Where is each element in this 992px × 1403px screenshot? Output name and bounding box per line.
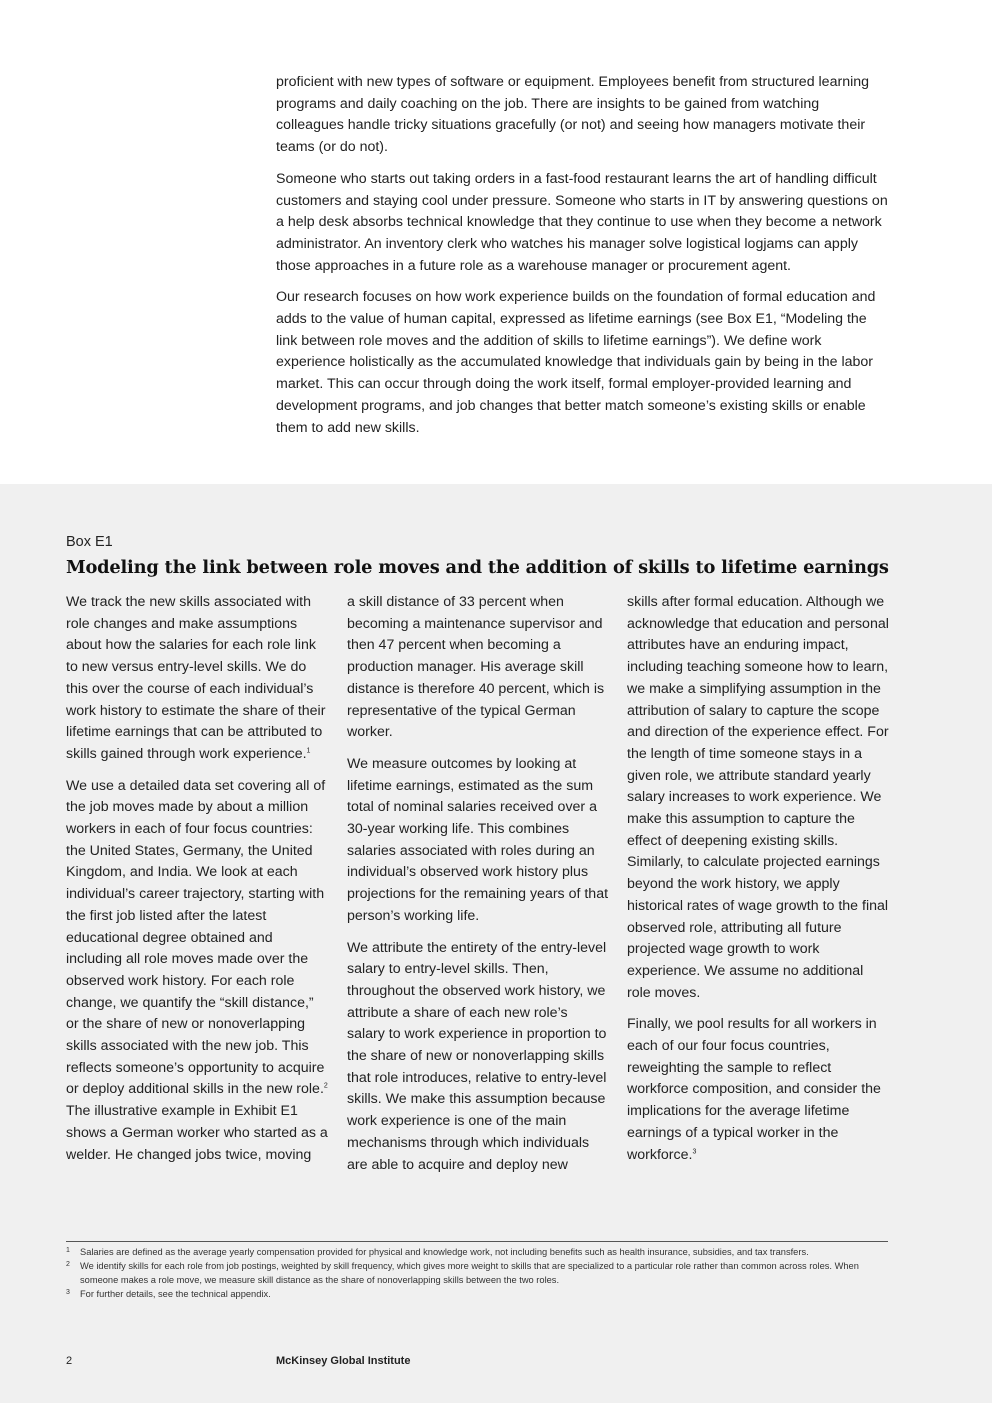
footnote-number: 1 (66, 1247, 70, 1254)
footnote-text: Salaries are defined as the average yearly compensation provided for physical and knowledge work, not including benefits such as health insurance, subsidies, and tax transfers. (80, 1247, 809, 1257)
intro-text (276, 72, 888, 449)
box-title: Modeling the link between role moves and the addition of skills to lifetime earnings (66, 557, 889, 578)
box-paragraph (66, 592, 328, 766)
footnote-divider (66, 1241, 888, 1242)
footnote-ref: 2 (323, 1082, 328, 1090)
footnotes (66, 1245, 888, 1301)
box-paragraph (627, 1014, 889, 1166)
box-paragraph: We attribute the entirety of the entry-level salary to entry-level skills. Then, throughout the observed work history, we attribute a share of each new role’s salary to work experience in proportion to the share of new or nonoverlapping skills that role introduces, relative to entry-level skills. We make this assumption because work experience is one of the main mechanisms through which individuals are able to acquire and deploy new (347, 939, 607, 1173)
box-column-1 (66, 592, 328, 1176)
box-column-3 (627, 592, 889, 1176)
intro-paragraph: Someone who starts out taking orders in a fast-food restaurant learns the art of handling difficult customers and staying cool under pressure. Someone who starts in IT by answering questions on a help desk absorbs technical knowledge that they continue to use when they become a network administrator. An inventory clerk who watches his manager solve logistical logjams can apply those approaches in a future role as a warehouse manager or procurement agent. (276, 170, 888, 274)
publisher-name: McKinsey Global Institute (276, 1355, 411, 1367)
page-number: 2 (66, 1355, 73, 1367)
box-paragraph (66, 776, 328, 1167)
paragraph-text: The illustrative example in Exhibit E1 shows a German worker who started as a welder. He changed jobs twice, moving (66, 1103, 328, 1163)
footnote-text: We identify skills for each role from job postings, weighted by skill frequency, which gives more weight to skills that are specialized to a particular role rather than common across roles. When someone makes a role move, we measure skill distance as the share of nonoverlapping skills between the two roles. (80, 1261, 859, 1285)
footnote-ref: 1 (306, 747, 311, 755)
footnote-item (66, 1259, 888, 1287)
box-paragraph: skills after formal education. Although we acknowledge that education and personal attributes have an enduring impact, including teaching someone how to learn, we make a simplifying assumption in the attribution of salary to capture the scope and direction of the experience effect. For the length of time someone stays in a given role, we attribute standard yearly salary increases to work experience. We make this assumption to capture the effect of deepening existing skills. Similarly, to calculate projected earnings beyond the work history, we apply historical rates of wage growth to the final observed role, attributing all future projected wage growth to work experience. We assume no additional role moves. (627, 594, 889, 1001)
intro-paragraph: Our research focuses on how work experience builds on the foundation of formal education and adds to the value of human capital, expressed as lifetime earnings (see Box E1, “Modeling the link between role moves and the addition of skills to lifetime earnings”). We define work experience holistically as the accumulated knowledge that individuals gain by being in the labor market. This can occur through doing the work itself, formal employer-provided learning and development programs, and job changes that better match someone’s existing skills or enable them to add new skills. (276, 289, 876, 436)
box-column-2 (347, 592, 609, 1186)
intro-paragraph: proficient with new types of software or equipment. Employees benefit from structured learning programs and daily coaching on the job. There are insights to be gained from watching colleagues handle tricky situations gracefully (or not) and seeing how managers motivate their teams (or do not). (276, 74, 870, 156)
footnote-item (66, 1287, 888, 1301)
paragraph-text: We track the new skills associated with role changes and make assumptions about how the salaries for each role link to new versus entry-level skills. We do this over the course of each individual’s work history to estimate the share of their lifetime earnings that can be attributed to skills gained through work experience. (66, 594, 326, 762)
paragraph-text: We use a detailed data set covering all of the job moves made by about a million workers in each of four focus countries: the United States, Germany, the United Kingdom, and India. We look at each individual’s career trajectory, starting with the first job listed after the latest educational degree obtained and including all role moves made over the observed work history. For each role change, we quantify the “skill distance,” or the share of new or nonoverlapping skills associated with the new job. This reflects someone’s opportunity to acquire or deploy additional skills in the new role. (66, 777, 326, 1098)
footnote-number: 3 (66, 1289, 70, 1296)
box-paragraph: a skill distance of 33 percent when becoming a maintenance supervisor and then 47 percent when becoming a production manager. His average skill distance is therefore 40 percent, which is representative of the typical German worker. (347, 594, 605, 741)
box-paragraph: We measure outcomes by looking at lifetime earnings, estimated as the sum total of nominal salaries received over a 30-year working life. This combines salaries associated with roles during an individual’s observed work history plus projections for the remaining years of that person’s working life. (347, 755, 609, 924)
footnote-text: For further details, see the technical appendix. (80, 1289, 271, 1299)
box-label: Box E1 (66, 534, 113, 550)
footnote-number: 2 (66, 1261, 70, 1268)
footnote-item (66, 1245, 888, 1259)
paragraph-text: Finally, we pool results for all workers in each of our four focus countries, reweighting the sample to reflect workforce composition, and consider the implications for the average lifetime earnings of a typical worker in the workforce. (627, 1016, 881, 1163)
footnote-ref: 3 (692, 1147, 697, 1155)
